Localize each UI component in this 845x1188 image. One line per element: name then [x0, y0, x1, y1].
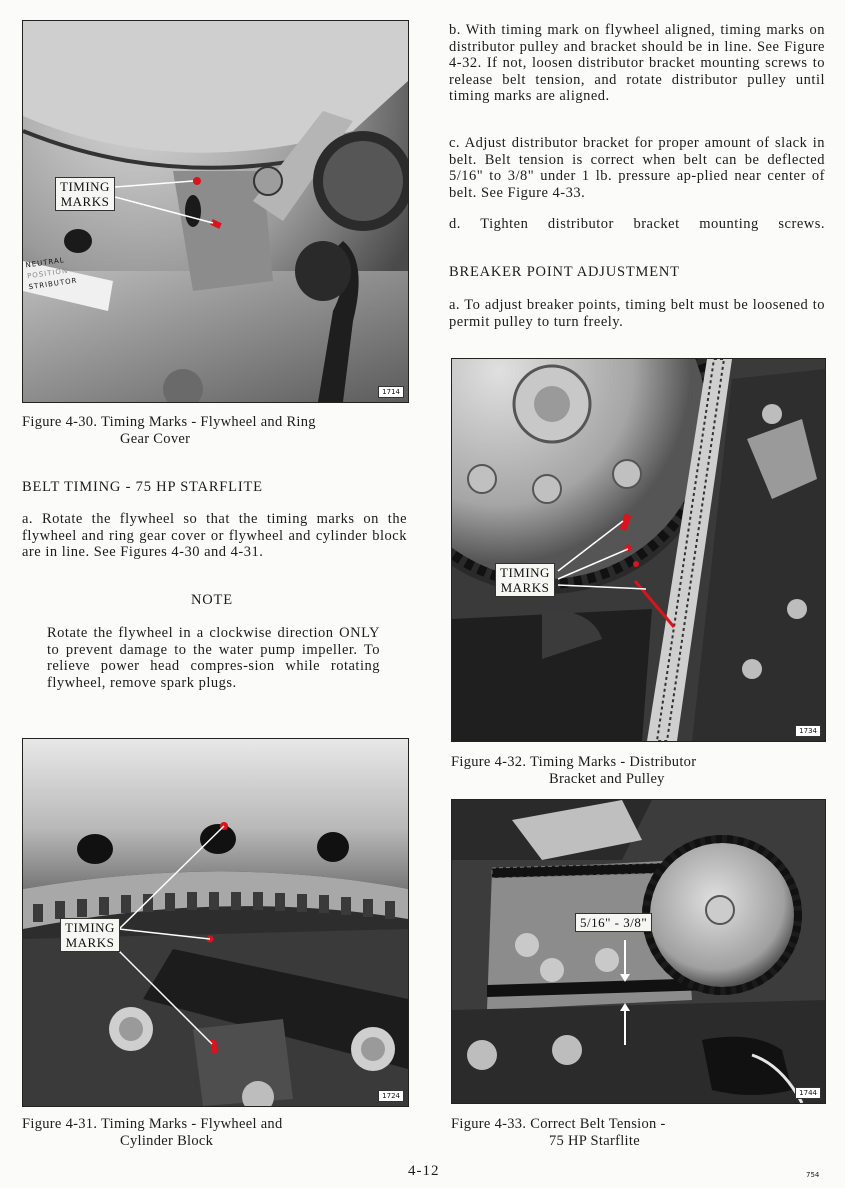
neutral-position-sticker	[25, 254, 78, 294]
figure-4-30-caption	[22, 414, 407, 448]
caption-line-1: Timing Marks - Distributor	[529, 754, 697, 770]
section-heading-breaker-point: BREAKER POINT ADJUSTMENT	[449, 264, 680, 280]
label-line-2: MARKS	[65, 935, 115, 950]
sticker-line-2: POSITION	[26, 266, 69, 281]
note-title: NOTE	[191, 592, 233, 608]
timing-marks-label	[55, 177, 115, 211]
figure-4-33-photo	[451, 799, 826, 1104]
caption-number: Figure 4-32.	[451, 754, 527, 770]
caption-line-2: 75 HP Starflite	[549, 1133, 640, 1149]
caption-line-2: Gear Cover	[120, 431, 191, 447]
caption-line-1: Timing Marks - Flywheel and Ring	[100, 414, 316, 430]
figure-4-31-caption	[22, 1116, 407, 1150]
section-heading-belt-timing: BELT TIMING - 75 HP STARFLITE	[22, 479, 263, 495]
paragraph-a: a. Rotate the flywheel so that the timing marks on the flywheel and ring gear cover or flywheel and cylinder block are in line. See Figures 4-30 and 4-31.	[22, 511, 407, 560]
timing-marks-label	[60, 918, 120, 952]
figure-4-32-caption	[451, 754, 824, 788]
figure-4-32-photo	[451, 358, 826, 742]
figure-4-30-photo	[22, 20, 409, 403]
paragraph-c: c. Adjust distributor bracket for proper amount of slack in belt. Belt tension is correct when belt can be deflected 5/16" to 3/8" under 1 lb. pressure ap-plied near center of belt. See Figure 4-33.	[449, 135, 825, 201]
label-line-2: MARKS	[60, 194, 110, 209]
belt-deflection-label: 5/16" - 3/8"	[575, 913, 652, 932]
caption-number: Figure 4-33.	[451, 1116, 527, 1132]
caption-line-1: Timing Marks - Flywheel and	[100, 1116, 283, 1132]
caption-number: Figure 4-31.	[22, 1116, 98, 1132]
sticker-line-1: NEUTRAL	[25, 256, 66, 270]
caption-line-1: Correct Belt Tension -	[530, 1116, 666, 1132]
paragraph-b: b. With timing mark on flywheel aligned, timing marks on distributor pulley and bracket should be in line. See Figure 4-32. If not, loosen distributor bracket mounting screws to release belt tension, and rotate distributor pulley until timing marks are aligned.	[449, 22, 825, 104]
figure-4-31-photo	[22, 738, 409, 1107]
image-number: 1714	[378, 386, 404, 398]
corner-code: 754	[806, 1171, 820, 1179]
image-number: 1744	[795, 1087, 821, 1099]
caption-line-2: Bracket and Pulley	[549, 771, 665, 787]
sticker-line-3: STRIBUTOR	[28, 276, 79, 292]
label-line-1: TIMING	[65, 920, 115, 935]
timing-marks-label	[495, 563, 555, 597]
label-line-1: TIMING	[60, 179, 110, 194]
note-body: Rotate the flywheel in a clockwise direction ONLY to prevent damage to the water pump impeller. To relieve power head compres-sion while rotating flywheel, remove spark plugs.	[47, 625, 380, 691]
label-line-2: MARKS	[500, 580, 550, 595]
caption-line-2: Cylinder Block	[120, 1133, 214, 1149]
image-number: 1734	[795, 725, 821, 737]
paragraph-breaker-a: a. To adjust breaker points, timing belt must be loosened to permit pulley to turn freely.	[449, 297, 825, 330]
paragraph-d: d. Tighten distributor bracket mounting screws.	[449, 216, 825, 232]
image-number: 1724	[378, 1090, 404, 1102]
caption-number: Figure 4-30.	[22, 414, 98, 430]
figure-4-33-caption	[451, 1116, 824, 1150]
page-number: 4-12	[408, 1163, 440, 1179]
label-line-1: TIMING	[500, 565, 550, 580]
